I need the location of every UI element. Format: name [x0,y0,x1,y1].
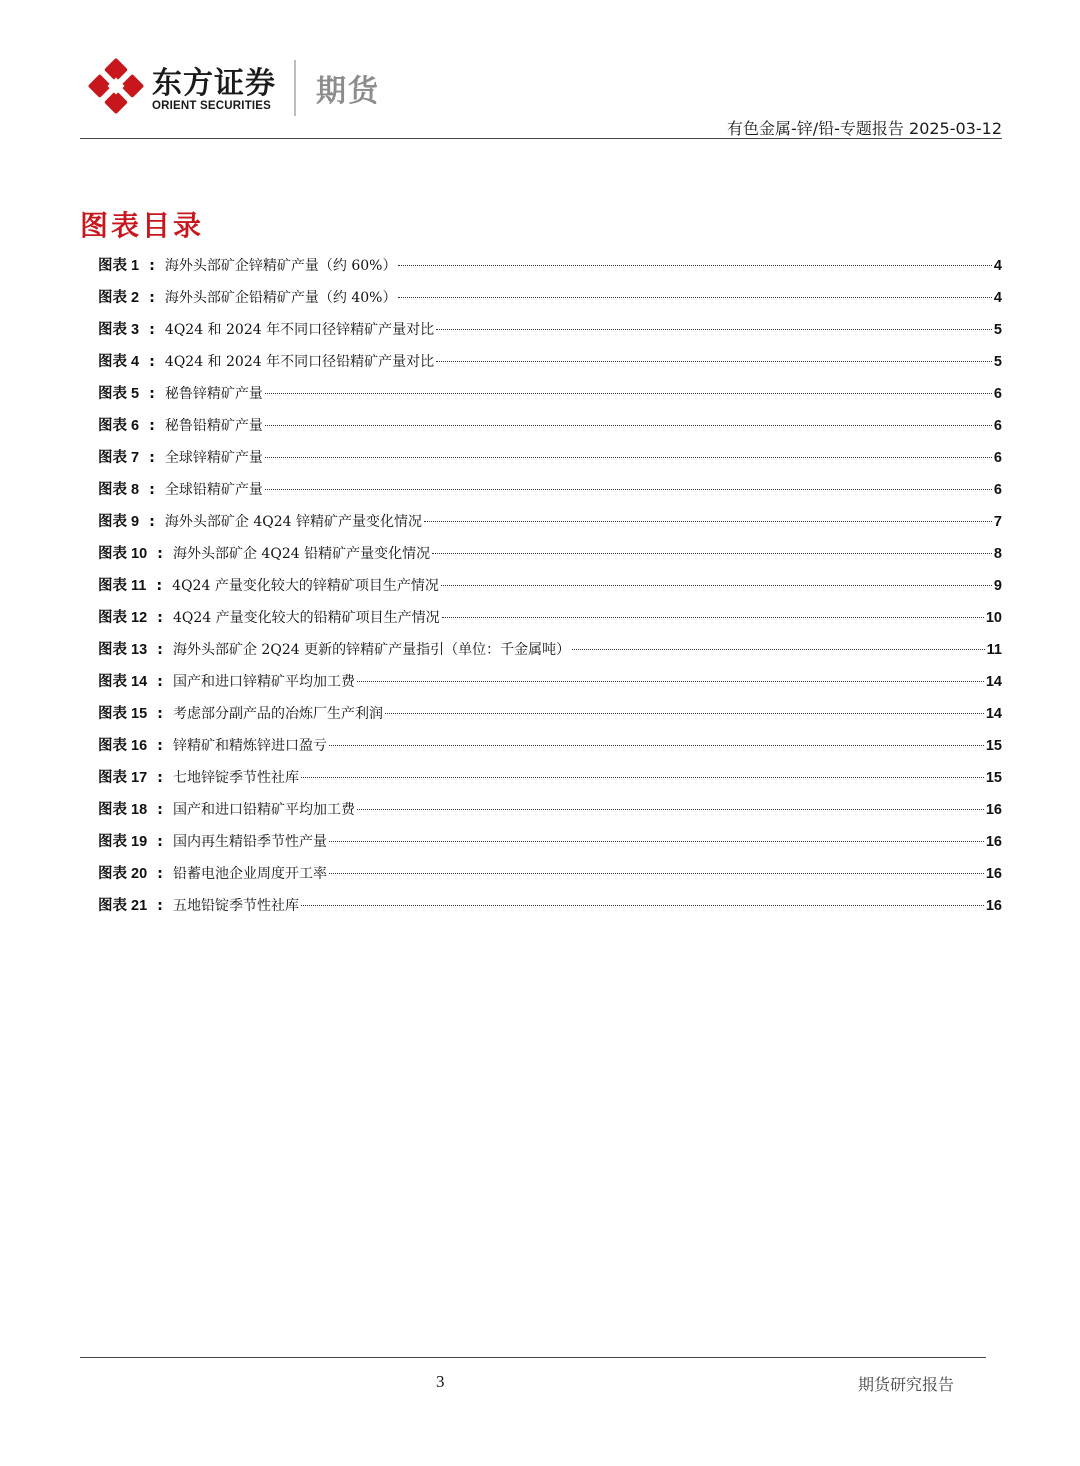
toc-entry-leader [442,617,984,618]
toc-entry-page: 14 [985,674,1002,690]
toc-entry-text: 秘鲁锌精矿产量 [164,386,263,402]
toc-entry-leader [398,297,991,298]
logo-divider [294,60,296,116]
toc-entry-leader [432,553,992,554]
toc-entry[interactable] [98,286,1002,318]
toc-entry-label: 图表 19 [98,834,148,850]
toc-entry[interactable] [98,318,1002,350]
toc-entry-page: 16 [985,802,1002,818]
toc-entry[interactable] [98,510,1002,542]
toc-entry-colon: : [157,546,163,562]
toc-entry-leader [301,777,984,778]
toc-entry-colon: : [149,386,155,402]
toc-entry-text: 五地铅锭季节性社库 [172,898,299,914]
toc-entry-text: 全球铅精矿产量 [164,482,263,498]
toc-entry-text: 海外头部矿企铅精矿产量（约 40%） [164,290,397,306]
orient-diamond-logo-icon [88,58,144,114]
toc-entry-text: 国产和进口锌精矿平均加工费 [172,674,355,690]
toc-entry-label: 图表 8 [98,482,140,498]
toc-list [98,254,1002,926]
toc-entry-colon: : [157,770,163,786]
toc-entry-leader [265,489,992,490]
toc-entry[interactable] [98,606,1002,638]
toc-entry-colon: : [157,642,163,658]
toc-entry-text: 4Q24 产量变化较大的锌精矿项目生产情况 [172,578,439,594]
toc-entry-page: 9 [993,578,1002,594]
toc-entry-colon: : [149,354,155,370]
toc-entry-label: 图表 2 [98,290,140,306]
toc-entry-leader [329,841,984,842]
toc-entry-leader [436,361,992,362]
toc-entry-page: 6 [993,482,1002,498]
toc-entry[interactable] [98,414,1002,446]
toc-entry-leader [329,745,984,746]
toc-entry-page: 8 [993,546,1002,562]
toc-entry-label: 图表 16 [98,738,148,754]
toc-entry-colon: : [149,290,155,306]
toc-entry-page: 16 [985,834,1002,850]
toc-entry[interactable] [98,254,1002,286]
toc-entry-page: 5 [993,322,1002,338]
toc-entry-colon: : [149,450,155,466]
toc-entry-page: 4 [993,258,1002,274]
toc-entry-page: 11 [986,642,1002,658]
toc-entry-leader [357,681,984,682]
toc-entry-colon: : [157,610,163,626]
toc-entry-leader [436,329,992,330]
toc-entry[interactable] [98,382,1002,414]
toc-entry-leader [265,425,992,426]
toc-entry-label: 图表 3 [98,322,140,338]
toc-entry-colon: : [157,898,163,914]
toc-entry-colon: : [157,802,163,818]
toc-entry-page: 7 [993,514,1002,530]
toc-entry-leader [265,457,992,458]
toc-entry-text: 秘鲁铅精矿产量 [164,418,263,434]
footer-divider [80,1357,986,1358]
toc-entry-text: 海外头部矿企 4Q24 铅精矿产量变化情况 [172,546,431,562]
toc-entry-label: 图表 13 [98,642,148,658]
toc-entry-label: 图表 4 [98,354,140,370]
toc-entry-page: 5 [993,354,1002,370]
toc-entry-text: 国产和进口铅精矿平均加工费 [172,802,355,818]
toc-entry-label: 图表 7 [98,450,140,466]
toc-entry-colon: : [157,674,163,690]
report-meta: 有色金属-锌/铅-专题报告 2025-03-12 [726,119,1002,138]
toc-entry[interactable] [98,478,1002,510]
toc-entry-leader [301,905,984,906]
toc-entry-page: 15 [985,770,1002,786]
toc-entry[interactable] [98,798,1002,830]
toc-entry-text: 海外头部矿企锌精矿产量（约 60%） [164,258,397,274]
toc-entry-colon: : [149,322,155,338]
toc-entry[interactable] [98,542,1002,574]
toc-entry-label: 图表 20 [98,866,148,882]
toc-entry-label: 图表 15 [98,706,148,722]
toc-entry-leader [357,809,984,810]
toc-entry-text: 七地锌锭季节性社库 [172,770,299,786]
toc-entry[interactable] [98,638,1002,670]
toc-entry-label: 图表 18 [98,802,148,818]
toc-entry[interactable] [98,446,1002,478]
toc-entry[interactable] [98,830,1002,862]
toc-entry-colon: : [157,738,163,754]
brand-name-cn: 东方证券 [152,66,276,101]
toc-title: 图表目录 [80,209,205,242]
page-header [80,52,1002,140]
toc-entry-colon: : [149,482,155,498]
toc-entry-page: 6 [993,450,1002,466]
toc-entry-text: 全球锌精矿产量 [164,450,263,466]
toc-entry-label: 图表 12 [98,610,148,626]
toc-entry-label: 图表 9 [98,514,140,530]
toc-entry-label: 图表 10 [98,546,148,562]
toc-entry-text: 考虑部分副产品的冶炼厂生产利润 [172,706,383,722]
toc-entry-leader [385,713,984,714]
toc-entry-label: 图表 11 [98,578,147,594]
toc-entry-text: 国内再生精铅季节性产量 [172,834,327,850]
toc-entry[interactable] [98,670,1002,702]
division-label: 期货 [316,74,380,109]
toc-entry-leader [441,585,992,586]
toc-entry-colon: : [149,258,155,274]
toc-entry-page: 16 [985,898,1002,914]
toc-entry-leader [398,265,991,266]
brand-name-en: ORIENT SECURITIES [152,100,272,112]
toc-entry[interactable] [98,894,1002,926]
toc-entry[interactable] [98,702,1002,734]
toc-entry-text: 4Q24 和 2024 年不同口径锌精矿产量对比 [164,322,435,338]
toc-entry-text: 海外头部矿企 2Q24 更新的锌精矿产量指引（单位：千金属吨） [172,642,571,658]
toc-entry[interactable] [98,350,1002,382]
toc-entry-leader [572,649,985,650]
toc-entry-colon: : [149,418,155,434]
toc-entry-colon: : [156,578,163,594]
toc-entry-text: 4Q24 产量变化较大的铅精矿项目生产情况 [172,610,440,626]
toc-entry-label: 图表 1 [98,258,140,274]
toc-entry-page: 16 [985,866,1002,882]
toc-entry-text: 锌精矿和精炼锌进口盈亏 [172,738,327,754]
toc-entry-page: 10 [985,610,1002,626]
page-number: 3 [436,1372,445,1391]
toc-entry[interactable] [98,574,1002,606]
toc-entry-page: 15 [985,738,1002,754]
toc-entry-label: 图表 5 [98,386,140,402]
toc-entry-leader [265,393,992,394]
toc-entry-colon: : [157,866,163,882]
toc-entry-text: 海外头部矿企 4Q24 锌精矿产量变化情况 [164,514,423,530]
toc-entry-label: 图表 14 [98,674,148,690]
toc-entry-label: 图表 21 [98,898,148,914]
toc-entry-text: 铅蓄电池企业周度开工率 [172,866,327,882]
footer-label: 期货研究报告 [857,1375,954,1394]
toc-entry-page: 6 [993,386,1002,402]
toc-entry-colon: : [157,834,163,850]
toc-entry-label: 图表 6 [98,418,140,434]
toc-entry-page: 14 [985,706,1002,722]
toc-entry-colon: : [149,514,155,530]
toc-entry-leader [424,521,992,522]
toc-entry-colon: : [157,706,163,722]
toc-entry-leader [329,873,984,874]
toc-entry-label: 图表 17 [98,770,148,786]
toc-entry[interactable] [98,862,1002,894]
toc-entry[interactable] [98,766,1002,798]
header-divider [80,138,1002,139]
toc-entry[interactable] [98,734,1002,766]
toc-entry-page: 6 [993,418,1002,434]
toc-entry-page: 4 [993,290,1002,306]
toc-entry-text: 4Q24 和 2024 年不同口径铅精矿产量对比 [164,354,435,370]
